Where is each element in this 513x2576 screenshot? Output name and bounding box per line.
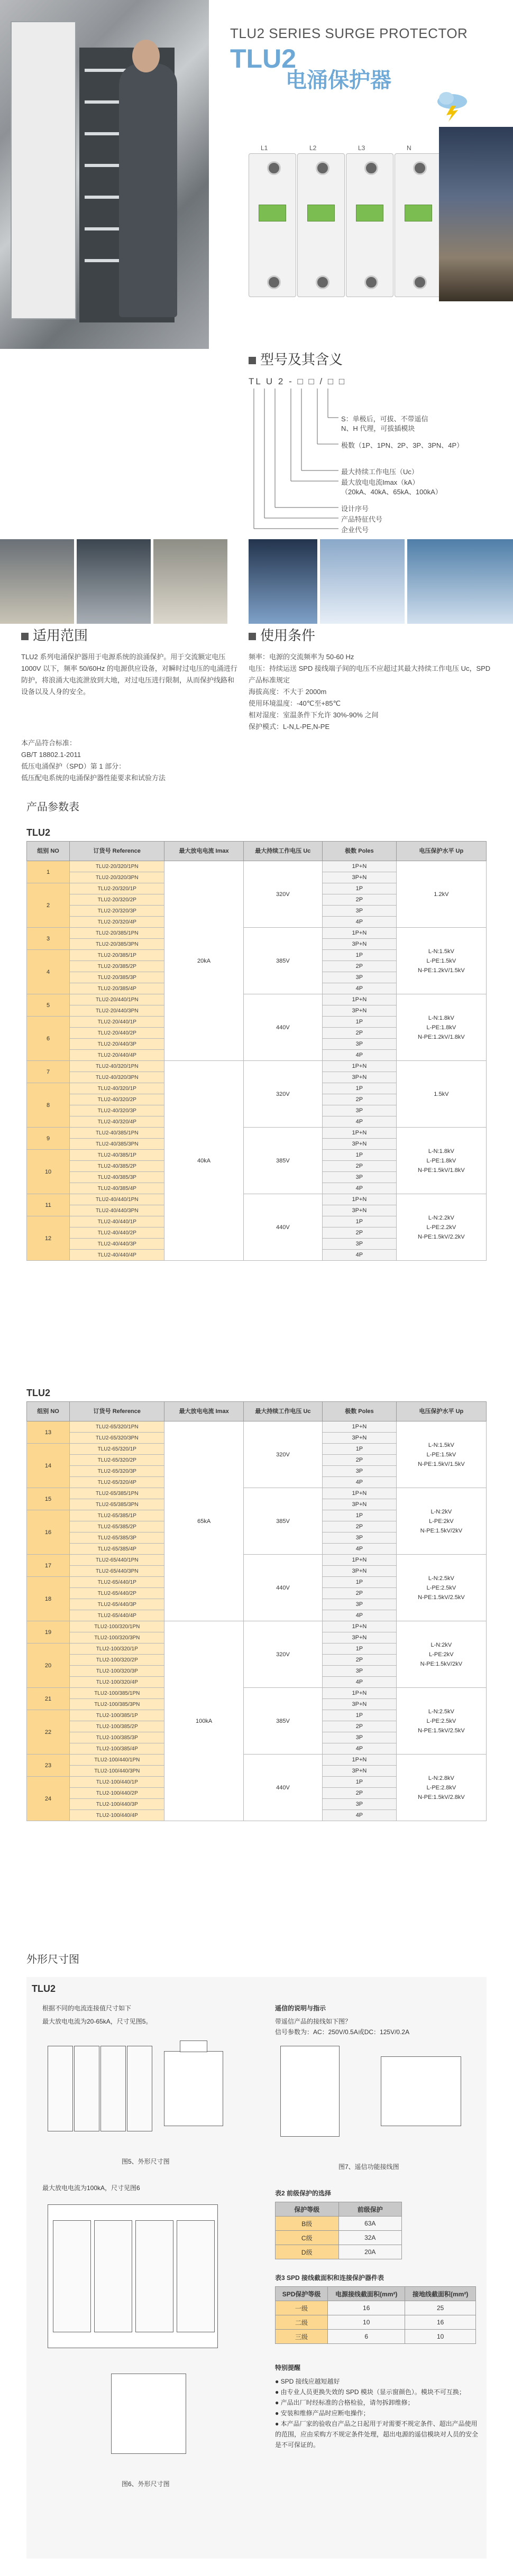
uc-cell: 320V bbox=[243, 1061, 322, 1128]
poles-cell: 1P bbox=[323, 1710, 397, 1721]
table-row bbox=[27, 1688, 487, 1699]
poles-cell: 2P bbox=[323, 1655, 397, 1666]
reference-cell: TLU2-40/440/1P bbox=[70, 1216, 164, 1227]
poles-cell: 2P bbox=[323, 1588, 397, 1599]
reference-cell: TLU2-65/320/2P bbox=[70, 1455, 164, 1466]
reference-cell: TLU2-65/385/3P bbox=[70, 1532, 164, 1544]
poles-cell: 2P bbox=[323, 894, 397, 906]
reference-cell: TLU2-100/440/1P bbox=[70, 1777, 164, 1788]
uc-cell: 440V bbox=[243, 1555, 322, 1621]
model-line: 企业代号 bbox=[341, 526, 369, 534]
reference-cell: TLU2-20/320/1PN bbox=[70, 861, 164, 872]
dims-note-20-65: 最大放电电流为20-65kA，尺寸见图5。 bbox=[42, 2018, 152, 2025]
model-title: 型号及其含义 bbox=[249, 349, 343, 368]
reference-cell: TLU2-40/440/2P bbox=[70, 1227, 164, 1239]
group-number: 2 bbox=[27, 883, 70, 928]
table-row bbox=[27, 1621, 487, 1632]
reference-cell: TLU2-20/385/3P bbox=[70, 972, 164, 983]
reference-cell: TLU2-65/440/1PN bbox=[70, 1555, 164, 1566]
cable-table-title: 表3 SPD 接线截面积和连接保护器件表 bbox=[275, 2274, 384, 2282]
reference-cell: TLU2-20/440/4P bbox=[70, 1050, 164, 1061]
reference-cell: TLU2-20/440/3PN bbox=[70, 1005, 164, 1017]
reference-cell: TLU2-20/440/2P bbox=[70, 1028, 164, 1039]
poles-cell: 1P bbox=[323, 1150, 397, 1161]
reference-cell: TLU2-100/320/3PN bbox=[70, 1632, 164, 1644]
uc-cell: 320V bbox=[243, 1621, 322, 1688]
reference-cell: TLU2-65/440/1P bbox=[70, 1577, 164, 1588]
poles-cell: 3P bbox=[323, 1666, 397, 1677]
poles-cell: 4P bbox=[323, 1116, 397, 1128]
poles-cell: 4P bbox=[323, 1677, 397, 1688]
poles-cell: 1P+N bbox=[323, 994, 397, 1005]
poles-cell: 1P+N bbox=[323, 1755, 397, 1766]
reference-cell: TLU2-40/320/3PN bbox=[70, 1072, 164, 1083]
poles-cell: 3P+N bbox=[323, 1566, 397, 1577]
photo-architecture bbox=[320, 539, 405, 624]
group-number: 22 bbox=[27, 1710, 70, 1755]
reference-cell: TLU2-40/440/3P bbox=[70, 1239, 164, 1250]
poles-cell: 1P bbox=[323, 1083, 397, 1094]
reference-cell: TLU2-20/320/2P bbox=[70, 894, 164, 906]
group-number: 3 bbox=[27, 928, 70, 950]
group-number: 4 bbox=[27, 950, 70, 994]
poles-cell: 4P bbox=[323, 983, 397, 994]
reference-cell: TLU2-65/320/4P bbox=[70, 1477, 164, 1488]
module-label: L2 bbox=[309, 144, 317, 152]
group-number: 10 bbox=[27, 1150, 70, 1194]
cable-section-table: SPD保护等级 电源接线截面积(mm²) 接地线截面积(mm²) 一级 16 25 二级 10 16 三级 6 10 bbox=[275, 2286, 476, 2344]
poles-cell: 4P bbox=[323, 1183, 397, 1194]
poles-cell: 3P bbox=[323, 1239, 397, 1250]
reference-cell: TLU2-100/320/1P bbox=[70, 1644, 164, 1655]
reference-cell: TLU2-100/385/1PN bbox=[70, 1688, 164, 1699]
spec-table-1 bbox=[26, 827, 487, 1261]
reference-cell: TLU2-100/440/3PN bbox=[70, 1766, 164, 1777]
group-number: 6 bbox=[27, 1017, 70, 1061]
poles-cell: 1P bbox=[323, 950, 397, 961]
uc-cell: 440V bbox=[243, 1755, 322, 1821]
uc-cell: 320V bbox=[243, 861, 322, 928]
group-number: 21 bbox=[27, 1688, 70, 1710]
uc-cell: 385V bbox=[243, 928, 322, 994]
reference-cell: TLU2-40/320/1P bbox=[70, 1083, 164, 1094]
reference-cell: TLU2-100/385/3PN bbox=[70, 1699, 164, 1710]
poles-cell: 3P+N bbox=[323, 1766, 397, 1777]
poles-cell: 1P bbox=[323, 1644, 397, 1655]
poles-cell: 3P bbox=[323, 906, 397, 917]
model-line: 最大放电电流Imax（kA） bbox=[341, 478, 419, 486]
lightning-cloud-icon bbox=[434, 90, 471, 122]
poles-cell: 2P bbox=[323, 1161, 397, 1172]
poles-cell: 1P+N bbox=[323, 928, 397, 939]
reference-cell: TLU2-65/320/1PN bbox=[70, 1421, 164, 1433]
dims-group-title: TLU2 bbox=[32, 1983, 56, 1994]
uc-cell: 320V bbox=[243, 1421, 322, 1488]
poles-cell: 1P+N bbox=[323, 1421, 397, 1433]
model-line: （20kA、40kA、65kA、100kA） bbox=[341, 488, 442, 496]
reference-cell: TLU2-20/320/4P bbox=[70, 917, 164, 928]
reference-cell: TLU2-40/385/4P bbox=[70, 1183, 164, 1194]
backup-protection-title: 表2 前级保护的选择 bbox=[275, 2190, 332, 2197]
up-cell: L-N:1.5kV L-PE:1.5kV N-PE:1.5kV/1.5kV bbox=[396, 1421, 486, 1488]
poles-cell: 3P+N bbox=[323, 1205, 397, 1216]
poles-cell: 3P bbox=[323, 972, 397, 983]
reference-cell: TLU2-100/320/1PN bbox=[70, 1621, 164, 1632]
table-row bbox=[27, 1555, 487, 1566]
up-cell: L-N:2.5kV L-PE:2.5kV N-PE:1.5kV/2.5kV bbox=[396, 1688, 486, 1755]
reference-cell: TLU2-100/320/2P bbox=[70, 1655, 164, 1666]
reference-cell: TLU2-20/385/1P bbox=[70, 950, 164, 961]
poles-cell: 2P bbox=[323, 961, 397, 972]
group-number: 11 bbox=[27, 1194, 70, 1216]
group-number: 18 bbox=[27, 1577, 70, 1621]
notice-list: ● SPD 接线应越短越好 ● 由专业人员更换失效的 SPD 模块（显示窗颜色）。模块不可互换； ● 产品出厂时经标准的合格检验，请勿拆卸维修； ● 安装和维修产品时应断电操作； ● 本产品厂家的验收自产品之日起用于对需要不规定条件、超出产品使用的范围，应由采购方不规定条件处理，超出电源的遥信模块对人员的安全是不可保证的。 bbox=[275, 2378, 479, 2449]
poles-cell: 1P+N bbox=[323, 861, 397, 872]
poles-cell: 3P bbox=[323, 1466, 397, 1477]
figure-5-caption: 图5、外形尺寸图 bbox=[122, 2158, 170, 2165]
imax-cell: 100kA bbox=[164, 1621, 243, 1821]
uc-cell: 385V bbox=[243, 1688, 322, 1755]
poles-cell: 1P bbox=[323, 1444, 397, 1455]
up-cell: L-N:2kV L-PE:2kV N-PE:1.5kV/2kV bbox=[396, 1488, 486, 1555]
poles-cell: 2P bbox=[323, 1227, 397, 1239]
reference-cell: TLU2-65/320/3P bbox=[70, 1466, 164, 1477]
reference-cell: TLU2-65/385/1PN bbox=[70, 1488, 164, 1499]
up-cell: L-N:1.5kV L-PE:1.5kV N-PE:1.2kV/1.5kV bbox=[396, 928, 486, 994]
reference-cell: TLU2-40/320/4P bbox=[70, 1116, 164, 1128]
reference-cell: TLU2-65/440/3PN bbox=[70, 1566, 164, 1577]
photo-machine bbox=[153, 539, 227, 624]
spec-table bbox=[26, 1401, 487, 1821]
poles-cell: 4P bbox=[323, 1610, 397, 1621]
table-row bbox=[27, 1488, 487, 1499]
reference-cell: TLU2-100/385/3P bbox=[70, 1732, 164, 1743]
group-number: 16 bbox=[27, 1510, 70, 1555]
figure-6-side bbox=[58, 2368, 227, 2463]
poles-cell: 2P bbox=[323, 1521, 397, 1532]
table-group-title: TLU2 bbox=[26, 827, 50, 838]
up-cell: L-N:2.2kV L-PE:2.2kV N-PE:1.5kV/2.2kV bbox=[396, 1194, 486, 1261]
table-row bbox=[27, 1128, 487, 1139]
reference-cell: TLU2-20/440/3P bbox=[70, 1039, 164, 1050]
reference-cell: TLU2-100/440/2P bbox=[70, 1788, 164, 1799]
reference-cell: TLU2-40/440/4P bbox=[70, 1250, 164, 1261]
reference-cell: TLU2-20/385/4P bbox=[70, 983, 164, 994]
figure-6-front bbox=[48, 2204, 222, 2358]
model-line: 产品特征代号 bbox=[341, 515, 383, 523]
poles-cell: 3P bbox=[323, 1799, 397, 1810]
poles-cell: 1P+N bbox=[323, 1621, 397, 1632]
module-label: L1 bbox=[261, 144, 268, 152]
reference-cell: TLU2-20/385/1PN bbox=[70, 928, 164, 939]
col-reference: 订货号 Reference bbox=[70, 842, 164, 861]
table-row bbox=[27, 1061, 487, 1072]
table-row bbox=[27, 1421, 487, 1433]
reference-cell: TLU2-40/320/3P bbox=[70, 1105, 164, 1116]
poles-cell: 1P+N bbox=[323, 1688, 397, 1699]
poles-cell: 3P bbox=[323, 1532, 397, 1544]
uc-cell: 440V bbox=[243, 1194, 322, 1261]
poles-cell: 1P+N bbox=[323, 1194, 397, 1205]
wiring-caption: 图7、遥信功能接线图 bbox=[338, 2163, 399, 2171]
poles-cell: 3P+N bbox=[323, 872, 397, 883]
dims-note: 根据不同的电流连接值尺寸如下 bbox=[42, 2005, 132, 2012]
group-number: 1 bbox=[27, 861, 70, 883]
model-code: TL U 2 - □ □ / □ □ bbox=[249, 376, 346, 386]
backup-protection-table: 保护等级 前级保护 B级 63A C级 32A D级 20A bbox=[275, 2202, 402, 2259]
poles-cell: 2P bbox=[323, 1721, 397, 1732]
photo-office bbox=[0, 539, 74, 624]
reference-cell: TLU2-20/385/2P bbox=[70, 961, 164, 972]
uc-cell: 385V bbox=[243, 1488, 322, 1555]
model-line: 设计序号 bbox=[341, 505, 369, 513]
poles-cell: 1P+N bbox=[323, 1488, 397, 1499]
poles-cell: 3P+N bbox=[323, 1632, 397, 1644]
col-no: 组别 NO bbox=[27, 842, 70, 861]
reference-cell: TLU2-40/385/1PN bbox=[70, 1128, 164, 1139]
poles-cell: 3P bbox=[323, 1039, 397, 1050]
reference-cell: TLU2-20/320/3P bbox=[70, 906, 164, 917]
imax-cell: 20kA bbox=[164, 861, 243, 1061]
up-cell: L-N:1.8kV L-PE:1.8kV N-PE:1.2kV/1.8kV bbox=[396, 994, 486, 1061]
poles-cell: 4P bbox=[323, 1810, 397, 1821]
reference-cell: TLU2-20/440/1P bbox=[70, 1017, 164, 1028]
col-poles: 极数 Poles bbox=[323, 1402, 397, 1421]
col-no: 组别 NO bbox=[27, 1402, 70, 1421]
up-cell: L-N:2kV L-PE:2kV N-PE:1.5kV/2kV bbox=[396, 1621, 486, 1688]
poles-cell: 3P+N bbox=[323, 1072, 397, 1083]
scope-text: TLU2 系列电涌保护器用于电源系统的浪涌保护。用于交流额定电压 1000V 以下，频率 50/60Hz 的电源供应设备，对瞬时过电压的电涌进行防护，将浪涌大电流泄放到大地，对过电压进行限制，从而保护线路和设备以及人身的安全。 bbox=[21, 653, 237, 696]
poles-cell: 4P bbox=[323, 1743, 397, 1755]
up-cell: L-N:2.8kV L-PE:2.8kV N-PE:1.5kV/2.8kV bbox=[396, 1755, 486, 1821]
reference-cell: TLU2-20/320/1P bbox=[70, 883, 164, 894]
poles-cell: 1P bbox=[323, 1017, 397, 1028]
table-row bbox=[27, 994, 487, 1005]
group-number: 12 bbox=[27, 1216, 70, 1261]
uc-cell: 440V bbox=[243, 994, 322, 1061]
wiring-diagram-left bbox=[280, 2046, 344, 2146]
product-title: TLU2 bbox=[230, 44, 296, 73]
uc-cell: 385V bbox=[243, 1128, 322, 1194]
reference-cell: TLU2-65/320/3PN bbox=[70, 1433, 164, 1444]
col-uc: 最大持续工作电压 Uc bbox=[243, 1402, 322, 1421]
reference-cell: TLU2-20/385/3PN bbox=[70, 939, 164, 950]
reference-cell: TLU2-40/385/1P bbox=[70, 1150, 164, 1161]
poles-cell: 1P bbox=[323, 1510, 397, 1521]
poles-cell: 3P bbox=[323, 1172, 397, 1183]
poles-cell: 1P bbox=[323, 883, 397, 894]
group-number: 5 bbox=[27, 994, 70, 1017]
reference-cell: TLU2-65/385/3PN bbox=[70, 1499, 164, 1510]
poles-cell: 3P bbox=[323, 1599, 397, 1610]
poles-cell: 4P bbox=[323, 1050, 397, 1061]
poles-cell: 4P bbox=[323, 1477, 397, 1488]
reference-cell: TLU2-40/440/3PN bbox=[70, 1205, 164, 1216]
spec-table-2 bbox=[26, 1388, 487, 1821]
poles-cell: 1P bbox=[323, 1216, 397, 1227]
photo-towers bbox=[407, 539, 513, 624]
poles-cell: 3P+N bbox=[323, 1005, 397, 1017]
group-number: 13 bbox=[27, 1421, 70, 1444]
reference-cell: TLU2-40/385/2P bbox=[70, 1161, 164, 1172]
wiring-diagram-right bbox=[381, 2046, 465, 2146]
hero-photo-engineer-cabinet bbox=[0, 0, 209, 349]
col-uc: 最大持续工作电压 Uc bbox=[243, 842, 322, 861]
reference-cell: TLU2-100/440/3P bbox=[70, 1799, 164, 1810]
spec-table bbox=[26, 841, 487, 1261]
poles-cell: 3P+N bbox=[323, 1139, 397, 1150]
group-number: 8 bbox=[27, 1083, 70, 1128]
product-image-spd-module bbox=[249, 143, 444, 307]
poles-cell: 1P bbox=[323, 1577, 397, 1588]
poles-cell: 3P+N bbox=[323, 1499, 397, 1510]
col-up: 电压保护水平 Up bbox=[396, 842, 486, 861]
wiring-line: 带遥信产品的接线如下图？ bbox=[275, 2018, 352, 2025]
series-subtitle: TLU2 SERIES SURGE PROTECTOR bbox=[230, 25, 468, 41]
figure-5-side bbox=[159, 2041, 233, 2136]
reference-cell: TLU2-100/385/2P bbox=[70, 1721, 164, 1732]
reference-cell: TLU2-40/385/3P bbox=[70, 1172, 164, 1183]
reference-cell: TLU2-65/385/2P bbox=[70, 1521, 164, 1532]
poles-cell: 4P bbox=[323, 917, 397, 928]
wiring-line: 信号参数为：AC：250V/0.5A或DC：125V/0.2A bbox=[275, 2028, 410, 2036]
reference-cell: TLU2-20/440/1PN bbox=[70, 994, 164, 1005]
scope-title: 适用范围 bbox=[21, 625, 88, 644]
conditions-title: 使用条件 bbox=[249, 625, 315, 644]
reference-cell: TLU2-100/440/1PN bbox=[70, 1755, 164, 1766]
reference-cell: TLU2-20/320/3PN bbox=[70, 872, 164, 883]
poles-cell: 3P bbox=[323, 1732, 397, 1743]
group-number: 23 bbox=[27, 1755, 70, 1777]
reference-cell: TLU2-100/440/4P bbox=[70, 1810, 164, 1821]
reference-cell: TLU2-65/440/4P bbox=[70, 1610, 164, 1621]
params-title: 产品参数表 bbox=[26, 801, 79, 813]
poles-cell: 3P+N bbox=[323, 939, 397, 950]
model-line: N、H 代理，可拔插模块 bbox=[341, 424, 415, 432]
dims-title: 外形尺寸图 bbox=[26, 1954, 79, 1965]
reference-cell: TLU2-100/385/4P bbox=[70, 1743, 164, 1755]
group-number: 15 bbox=[27, 1488, 70, 1510]
group-number: 7 bbox=[27, 1061, 70, 1083]
reference-cell: TLU2-65/320/1P bbox=[70, 1444, 164, 1455]
table-row bbox=[27, 928, 487, 939]
reference-cell: TLU2-100/320/4P bbox=[70, 1677, 164, 1688]
group-number: 9 bbox=[27, 1128, 70, 1150]
group-number: 20 bbox=[27, 1644, 70, 1688]
photo-glass-building bbox=[249, 539, 317, 624]
poles-cell: 2P bbox=[323, 1788, 397, 1799]
col-up: 电压保护水平 Up bbox=[396, 1402, 486, 1421]
reference-cell: TLU2-40/320/1PN bbox=[70, 1061, 164, 1072]
poles-cell: 3P+N bbox=[323, 1433, 397, 1444]
up-cell: 1.5kV bbox=[396, 1061, 486, 1128]
reference-cell: TLU2-40/385/3PN bbox=[70, 1139, 164, 1150]
group-number: 14 bbox=[27, 1444, 70, 1488]
wiring-title: 遥信的说明与指示 bbox=[275, 2005, 326, 2012]
group-number: 19 bbox=[27, 1621, 70, 1644]
poles-cell: 1P+N bbox=[323, 1061, 397, 1072]
reference-cell: TLU2-100/320/3P bbox=[70, 1666, 164, 1677]
reference-cell: TLU2-40/440/1PN bbox=[70, 1194, 164, 1205]
poles-cell: 3P+N bbox=[323, 1699, 397, 1710]
poles-cell: 2P bbox=[323, 1028, 397, 1039]
reference-cell: TLU2-65/385/4P bbox=[70, 1544, 164, 1555]
figure-5-front bbox=[48, 2035, 153, 2141]
figure-6-caption: 图6、外形尺寸图 bbox=[122, 2480, 170, 2488]
poles-cell: 1P bbox=[323, 1777, 397, 1788]
col-imax: 最大放电电流 Imax bbox=[164, 1402, 243, 1421]
poles-cell: 4P bbox=[323, 1250, 397, 1261]
up-cell: L-N:2.5kV L-PE:2.5kV N-PE:1.5kV/2.5kV bbox=[396, 1555, 486, 1621]
col-poles: 极数 Poles bbox=[323, 842, 397, 861]
poles-cell: 2P bbox=[323, 1094, 397, 1105]
up-cell: L-N:1.8kV L-PE:1.8kV N-PE:1.5kV/1.8kV bbox=[396, 1128, 486, 1194]
poles-cell: 4P bbox=[323, 1544, 397, 1555]
col-reference: 订货号 Reference bbox=[70, 1402, 164, 1421]
group-number: 24 bbox=[27, 1777, 70, 1821]
module-label: N bbox=[407, 144, 411, 152]
table-row bbox=[27, 1755, 487, 1766]
poles-cell: 2P bbox=[323, 1455, 397, 1466]
scope-standards: 本产品符合标准： GB/T 18802.1-2011 低压电涌保护（SPD）第 1 部分： 低压配电系统的电涌保护器性能要求和试验方法 bbox=[21, 739, 166, 782]
group-number: 17 bbox=[27, 1555, 70, 1577]
reference-cell: TLU2-40/320/2P bbox=[70, 1094, 164, 1105]
imax-cell: 40kA bbox=[164, 1061, 243, 1261]
module-label: L3 bbox=[358, 144, 365, 152]
reference-cell: TLU2-65/385/1P bbox=[70, 1510, 164, 1521]
col-imax: 最大放电电流 Imax bbox=[164, 842, 243, 861]
poles-cell: 1P+N bbox=[323, 1128, 397, 1139]
notice-title: 特别提醒 bbox=[275, 2364, 301, 2371]
reference-cell: TLU2-65/440/3P bbox=[70, 1599, 164, 1610]
dims-note-100: 最大放电电流为100kA，尺寸见图6 bbox=[42, 2184, 140, 2192]
table-row bbox=[27, 861, 487, 872]
up-cell: 1.2kV bbox=[396, 861, 486, 928]
reference-cell: TLU2-65/440/2P bbox=[70, 1588, 164, 1599]
table-row bbox=[27, 1194, 487, 1205]
product-title-cn: 电涌保护器 bbox=[286, 69, 391, 92]
table-group-title: TLU2 bbox=[26, 1388, 50, 1398]
photo-factory bbox=[77, 539, 151, 624]
poles-cell: 3P bbox=[323, 1105, 397, 1116]
imax-cell: 65kA bbox=[164, 1421, 243, 1621]
factory-lightning-photo bbox=[439, 127, 513, 301]
model-line: 最大持续工作电压（Uc） bbox=[341, 468, 418, 476]
model-line: 极数（1P、1PN、2P、3P、3PN、4P） bbox=[341, 441, 464, 449]
conditions-list: 频率：电源的交流频率为 50-60 Hz 电压：持续运送 SPD 接线端子间的电压不应超过其最大持续工作电压 Uc，SPD 产品标准规定 海拔高度：不大于 2000m 使用环境温度：-40℃至+85℃ 相对湿度：室温条件下允许 30%-90% 之间 保护模式：L-N,L-PE,N-PE bbox=[249, 653, 491, 731]
reference-cell: TLU2-100/385/1P bbox=[70, 1710, 164, 1721]
model-line: S：单极后，可拔、不带遥信 bbox=[341, 415, 428, 423]
poles-cell: 1P+N bbox=[323, 1555, 397, 1566]
